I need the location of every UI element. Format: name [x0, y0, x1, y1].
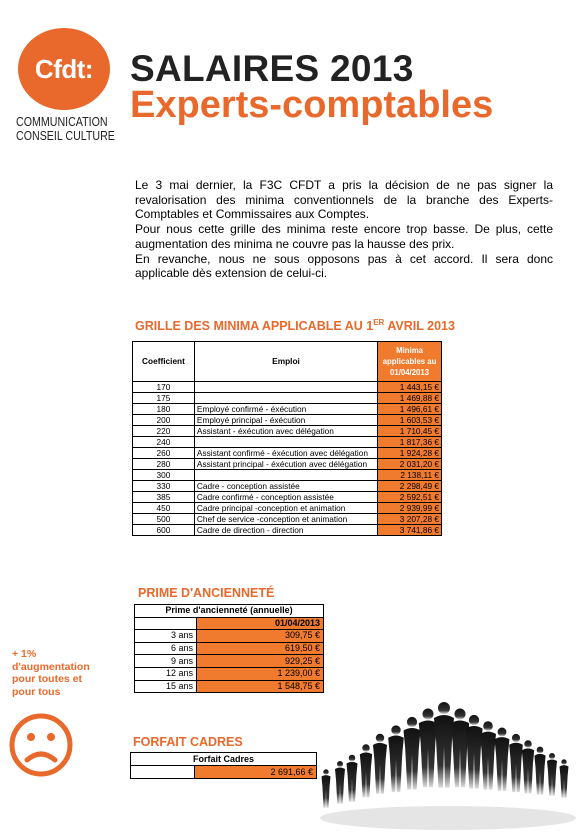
- forfait-blank: [131, 766, 195, 779]
- minima-row: [133, 448, 442, 459]
- minima-row: [133, 426, 442, 437]
- row-minima: 2 138,11 €: [378, 470, 442, 481]
- minima-row: [133, 459, 442, 470]
- row-coefficient: 200: [133, 415, 195, 426]
- increase-note-line3: pour toutes et: [12, 673, 82, 685]
- row-minima: 3 741,86 €: [378, 525, 442, 536]
- row-emploi: Assistant confirmé - éxécution avec délégation: [194, 448, 377, 459]
- grille-heading-sup: ER: [373, 318, 385, 327]
- row-emploi: Employé confirmé - éxécution: [194, 404, 377, 415]
- row-emploi: Assistant principal - éxécution avec délégation: [194, 459, 377, 470]
- row-minima: 2 298,49 €: [378, 481, 442, 492]
- row-coefficient: 300: [133, 470, 195, 481]
- row-coefficient: 280: [133, 459, 195, 470]
- row-coefficient: 180: [133, 404, 195, 415]
- cfdt-logo: [16, 28, 116, 143]
- prime-heading: PRIME D'ANCIENNETÉ: [138, 586, 275, 600]
- prime-row-value: 1 548,75 €: [197, 680, 324, 693]
- prime-row-label: 15 ans: [135, 680, 197, 693]
- forfait-value: 2 691,66 €: [195, 766, 317, 779]
- row-emploi: [194, 382, 377, 393]
- row-minima: 1 496,61 €: [378, 404, 442, 415]
- prime-date-row: [135, 617, 324, 630]
- crowd-silhouette-icon: [318, 668, 576, 834]
- col-emploi: Emploi: [194, 342, 377, 382]
- logo-name: Cfdt:: [34, 53, 94, 84]
- intro-paragraph-1: Le 3 mai dernier, la F3C CFDT a pris la décision de ne pas signer la revalorisation des minima conventionnels de la branche des Experts-Comptables et Commissaires aux Comptes.: [135, 178, 553, 222]
- minima-row: [133, 514, 442, 525]
- row-coefficient: 220: [133, 426, 195, 437]
- col-minima: Minima applicables au 01/04/2013: [378, 342, 442, 382]
- row-coefficient: 500: [133, 514, 195, 525]
- prime-date-blank: [135, 617, 197, 630]
- row-emploi: Cadre principal -conception et animation: [194, 503, 377, 514]
- prime-row-label: 3 ans: [135, 630, 197, 643]
- forfait-heading: FORFAIT CADRES: [133, 735, 243, 749]
- minima-row: [133, 525, 442, 536]
- row-minima: 1 469,88 €: [378, 393, 442, 404]
- row-minima: 2 031,20 €: [378, 459, 442, 470]
- row-minima: 2 592,51 €: [378, 492, 442, 503]
- row-emploi: [194, 470, 377, 481]
- minima-row: [133, 415, 442, 426]
- row-minima: 1 817,36 €: [378, 437, 442, 448]
- row-coefficient: 170: [133, 382, 195, 393]
- row-coefficient: 260: [133, 448, 195, 459]
- row-emploi: Chef de service -conception et animation: [194, 514, 377, 525]
- row-minima: 3 207,28 €: [378, 514, 442, 525]
- sad-face-icon: [8, 712, 74, 778]
- prime-row-label: 12 ans: [135, 667, 197, 680]
- prime-row-label: 6 ans: [135, 642, 197, 655]
- row-coefficient: 385: [133, 492, 195, 503]
- prime-row: [135, 642, 324, 655]
- row-coefficient: 600: [133, 525, 195, 536]
- prime-title-row: [135, 605, 324, 618]
- row-minima: 1 710,45 €: [378, 426, 442, 437]
- prime-row: [135, 667, 324, 680]
- logo-tagline: [16, 115, 123, 143]
- logo-tagline-line2: CONSEIL CULTURE: [16, 128, 115, 143]
- row-minima: 1 443,15 €: [378, 382, 442, 393]
- minima-row: [133, 481, 442, 492]
- prime-row: [135, 680, 324, 693]
- intro-paragraph-2: Pour nous cette grille des minima reste encore trop basse. De plus, cette augmentation des minima ne couvre pas la hausse des prix.: [135, 222, 553, 251]
- page-subtitle: Experts-comptables: [130, 84, 494, 126]
- increase-note-line1: + 1%: [12, 648, 37, 660]
- minima-table: [132, 341, 442, 536]
- minima-row: [133, 470, 442, 481]
- row-emploi: Employé principal - éxécution: [194, 415, 377, 426]
- intro-text: [135, 178, 553, 281]
- forfait-table-title: Forfait Cadres: [131, 753, 317, 766]
- row-emploi: [194, 393, 377, 404]
- prime-row: [135, 630, 324, 643]
- prime-row-value: 619,50 €: [197, 642, 324, 655]
- row-coefficient: 240: [133, 437, 195, 448]
- grille-heading-main: GRILLE DES MINIMA APPLICABLE AU 1: [135, 319, 374, 334]
- minima-row: [133, 393, 442, 404]
- row-coefficient: 175: [133, 393, 195, 404]
- grille-heading-end: AVRIL 2013: [384, 319, 455, 334]
- prime-table: [134, 604, 324, 693]
- minima-row: [133, 492, 442, 503]
- col-coefficient: Coefficient: [133, 342, 195, 382]
- forfait-table: [130, 752, 317, 779]
- increase-note-line2: d'augmentation: [12, 660, 90, 673]
- row-minima: 2 939,99 €: [378, 503, 442, 514]
- prime-row-label: 9 ans: [135, 655, 197, 668]
- minima-row: [133, 437, 442, 448]
- forfait-title-row: [131, 753, 317, 766]
- row-emploi: [194, 437, 377, 448]
- row-minima: 1 603,53 €: [378, 415, 442, 426]
- row-coefficient: 450: [133, 503, 195, 514]
- row-emploi: Assistant - éxécution avec délégation: [194, 426, 377, 437]
- prime-table-title: Prime d'ancienneté (annuelle): [135, 605, 324, 618]
- prime-date: 01/04/2013: [197, 617, 324, 630]
- minima-row: [133, 503, 442, 514]
- minima-row: [133, 404, 442, 415]
- intro-paragraph-3: En revanche, nous ne sous opposons pas à cet accord. Il sera donc applicable dès extension de celui-ci.: [135, 251, 553, 281]
- increase-note-line4: pour tous: [12, 685, 61, 698]
- prime-row-value: 309,75 €: [197, 630, 324, 643]
- prime-row-value: 1 239,00 €: [197, 667, 324, 680]
- row-emploi: Cadre - conception assistée: [194, 481, 377, 492]
- prime-row: [135, 655, 324, 668]
- increase-note: [12, 648, 112, 698]
- logo-circle: [18, 28, 110, 110]
- prime-row-value: 929,25 €: [197, 655, 324, 668]
- minima-table-header: [133, 342, 442, 382]
- prime-table-body: [135, 605, 324, 693]
- row-coefficient: 330: [133, 481, 195, 492]
- forfait-value-row: [131, 766, 317, 779]
- logo-tagline-line1: COMMUNICATION: [16, 114, 108, 129]
- minima-row: [133, 382, 442, 393]
- row-minima: 1 924,28 €: [378, 448, 442, 459]
- row-emploi: Cadre de direction - direction: [194, 525, 377, 536]
- row-emploi: Cadre confirmé - conception assistée: [194, 492, 377, 503]
- grille-heading: [135, 318, 455, 333]
- minima-table-body: [133, 382, 442, 536]
- page-title: SALAIRES 2013: [130, 48, 414, 89]
